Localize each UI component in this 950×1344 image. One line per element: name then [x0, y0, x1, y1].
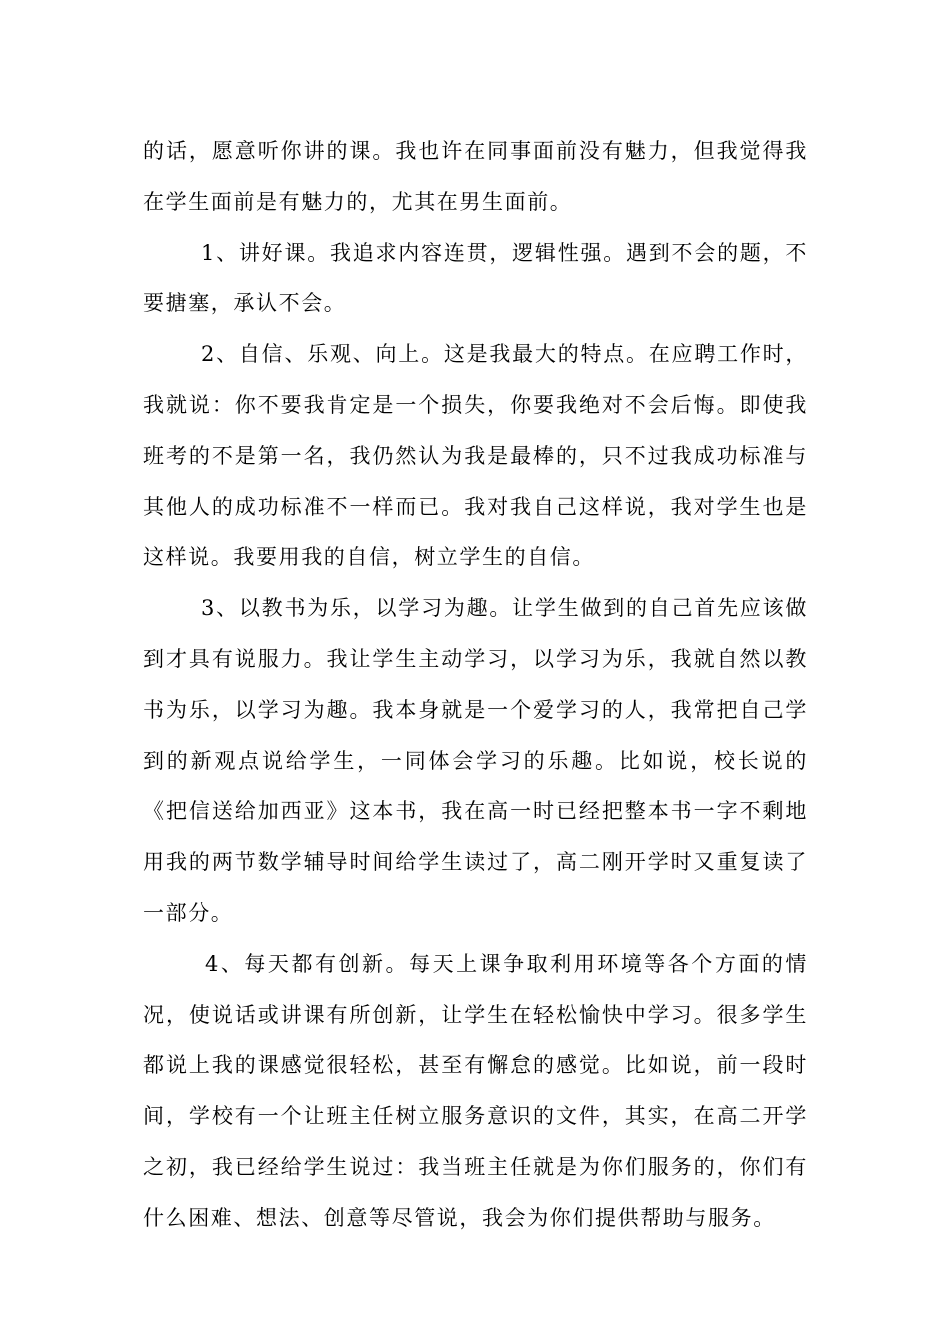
paragraph-item-4: 4、每天都有创新。每天上课争取利用环境等各个方面的情况，使说话或讲课有所创新，让学生在轻松愉快中学习。很多学生都说上我的课感觉很轻松，甚至有懈怠的感觉。比如说，前一段时间，学校有一个让班主任树立服务意识的文件，其实，在高二开学之初，我已经给学生说过：我当班主任就是为你们服务的，你们有什么困难、想法、创意等尽管说，我会为你们提供帮助与服务。	[143, 951, 808, 1230]
paragraph-item-2: 2、自信、乐观、向上。这是我最大的特点。在应聘工作时，我就说：你不要我肯定是一个损失，你要我绝对不会后悔。即使我班考的不是第一名，我仍然认为我是最棒的，只不过我成功标准与其他人的成功标准不一样而已。我对我自己这样说，我对学生也是这样说。我要用我的自信，树立学生的自信。	[143, 342, 808, 570]
paragraph-item-3: 3、以教书为乐，以学习为趣。让学生做到的自己首先应该做到才具有说服力。我让学生主动学习，以学习为乐，我就自然以教书为乐，以学习为趣。我本身就是一个爱学习的人，我常把自己学到的新观点说给学生，一同体会学习的乐趣。比如说，校长说的《把信送给加西亚》这本书，我在高一时已经把整本书一字不剩地用我的两节数学辅导时间给学生读过了，高二刚开学时又重复读了一部分。	[143, 596, 808, 925]
paragraph-item-1: 1、讲好课。我追求内容连贯，逻辑性强。遇到不会的题，不要搪塞，承认不会。	[143, 240, 808, 316]
paragraph-continuation: 的话，愿意听你讲的课。我也许在同事面前没有魅力，但我觉得我在学生面前是有魅力的，尤其在男生面前。	[143, 139, 808, 214]
document-body	[143, 126, 808, 1244]
